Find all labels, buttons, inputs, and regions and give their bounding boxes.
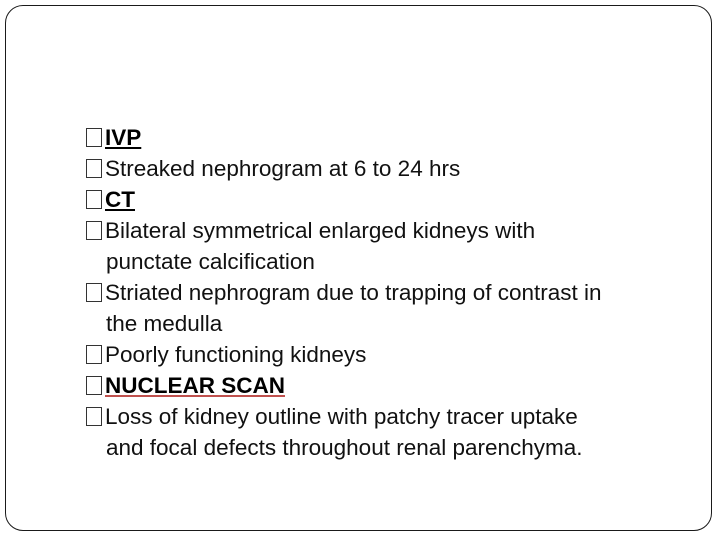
- heading-text: IVP: [105, 125, 142, 150]
- bullet-box-icon: [86, 283, 102, 302]
- bullet-text: Loss of kidney outline with patchy tracer uptake: [105, 404, 578, 429]
- heading-nuclear-scan: [86, 370, 706, 401]
- heading-text: NUCLEAR SCAN: [105, 373, 285, 398]
- bullet-box-icon: [86, 128, 102, 147]
- slide-frame: [5, 5, 712, 531]
- bullet-text-cont: the medulla: [106, 311, 223, 336]
- bullet-box-icon: [86, 190, 102, 209]
- bullet-item-poorly: [86, 339, 706, 370]
- bullet-box-icon: [86, 376, 102, 395]
- bullet-item-bilateral-cont: [86, 246, 706, 277]
- bullet-text: Bilateral symmetrical enlarged kidneys with: [105, 218, 536, 243]
- heading-text: CT: [105, 187, 135, 212]
- bullet-item-loss: [86, 401, 706, 432]
- heading-ct: [86, 184, 706, 215]
- bullet-text-cont: punctate calcification: [106, 249, 315, 274]
- bullet-item-streaked: [86, 153, 706, 184]
- bullet-item-bilateral: [86, 215, 706, 246]
- bullet-box-icon: [86, 407, 102, 426]
- bullet-item-loss-cont: [86, 432, 706, 463]
- bullet-box-icon: [86, 221, 102, 240]
- bullet-text: Poorly functioning kidneys: [105, 342, 367, 367]
- slide-content: [86, 122, 706, 463]
- bullet-text-cont: and focal defects throughout renal parenchyma.: [106, 435, 583, 460]
- bullet-box-icon: [86, 159, 102, 178]
- bullet-text: Streaked nephrogram at 6 to 24 hrs: [105, 156, 461, 181]
- bullet-item-striated-cont: [86, 308, 706, 339]
- heading-ivp: [86, 122, 706, 153]
- bullet-item-striated: [86, 277, 706, 308]
- bullet-box-icon: [86, 345, 102, 364]
- bullet-text: Striated nephrogram due to trapping of contrast in: [105, 280, 602, 305]
